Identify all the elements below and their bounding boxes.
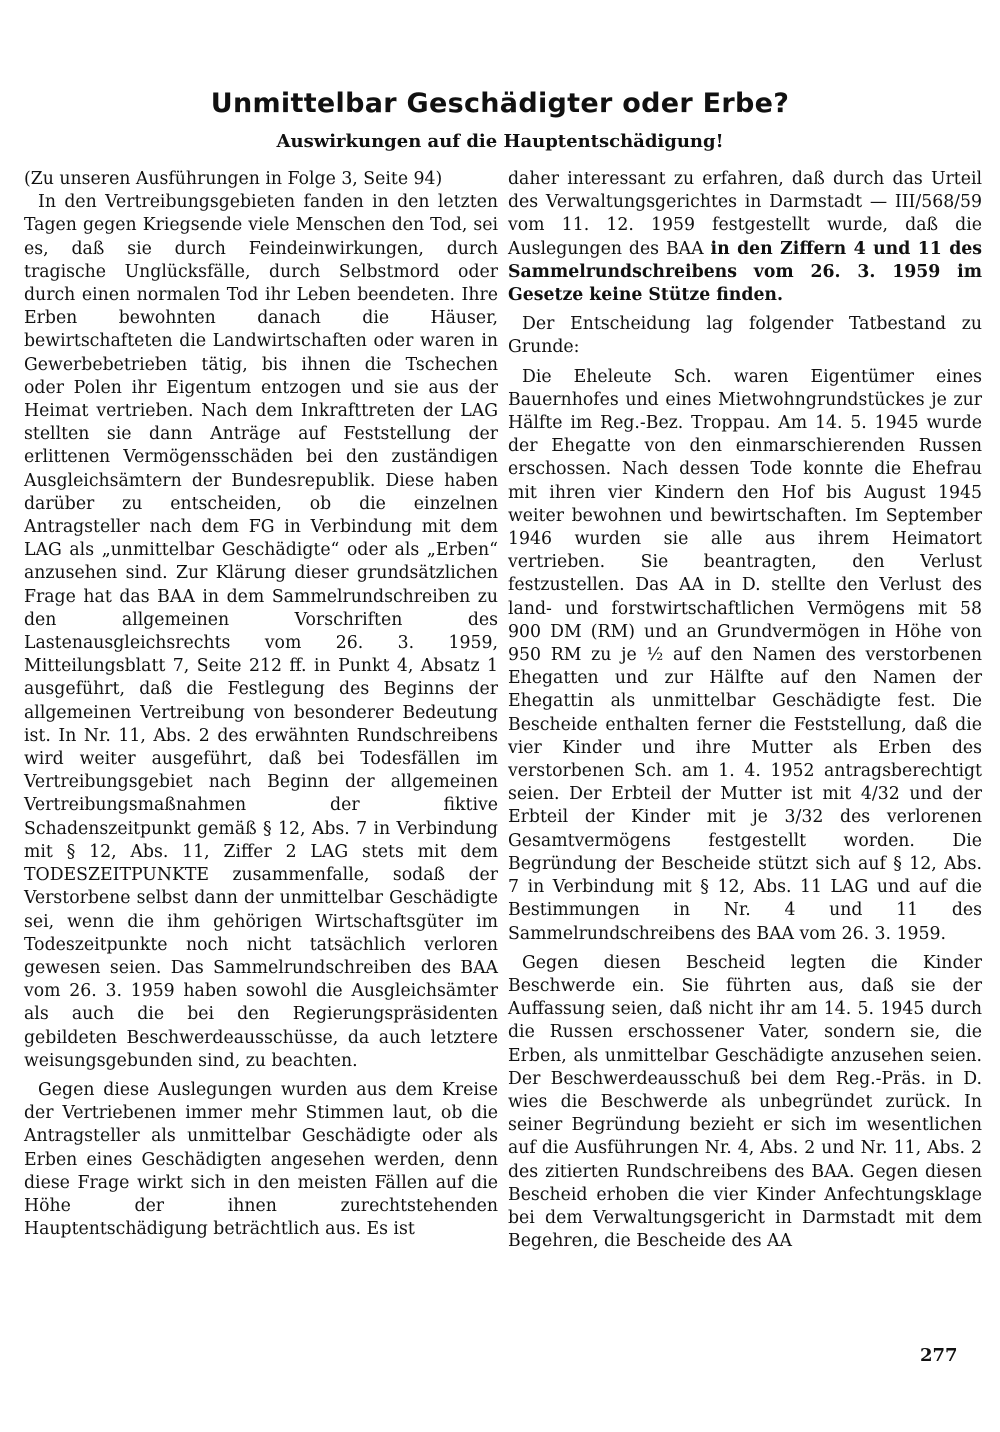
paragraph: Der Entscheidung lag folgender Tatbestand zu Grunde: <box>508 314 982 358</box>
left-column <box>24 168 498 1247</box>
paragraph-text: daher interessant zu erfahren, daß durch das Urteil des Verwaltungsgerichtes in Darmstadt — III/568/59 vom 11. 12. 1959 festgestellt wurde, daß die Auslegungen des BAA <box>508 169 982 259</box>
reference-note: (Zu unseren Ausführungen in Folge 3, Seite 94) <box>24 169 443 189</box>
emphasized-text: in den Ziffern 4 und 11 des Sammelrundschreibens vom 26. 3. 1959 im Gesetze keine Stütze finden. <box>508 238 983 306</box>
paragraph <box>508 168 982 307</box>
right-column <box>508 168 982 1259</box>
paragraph: In den Vertreibungsgebieten fanden in den letzten Tagen gegen Kriegsende viele Menschen den Tod, sei es, daß sie durch Feindeinwirkungen, durch tragische Unglücksfälle, durch Selbstmord oder durch einen normalen Tod ihr Leben beendeten. Ihre Erben bewohnten danach die Häuser, bewirtschafteten die Landwirtschaften oder waren in Gewerbebetrieben tätig, bis ihnen die Tschechen oder Polen ihr Eigentum entzogen und sie aus der Heimat vertrieben. Nach dem Inkrafttreten der LAG stellten sie dann Anträge auf Feststellung der erlittenen Vermögensschäden bei den zuständigen Ausgleichsämtern der Bundesrepublik. Diese haben darüber zu entscheiden, ob die einzelnen Antragsteller nach dem FG in Verbindung mit dem LAG als „unmittelbar Geschädigte“ oder als „Erben“ anzusehen sind. Zur Klärung dieser grundsätzlichen Frage hat das BAA in dem Sammelrundschreiben zu den allgemeinen Vorschriften des Lastenausgleichsrechts vom 26. 3. 1959, Mitteilungsblatt 7, Seite 212 ff. in Punkt 4, Absatz 1 ausgeführt, daß die Festlegung des Beginns der allgemeinen Vertreibung von besonderer Bedeutung ist. In Nr. 11, Abs. 2 des erwähnten Rundschreibens wird weiter ausgeführt, daß bei Todesfällen im Vertreibungsgebiet nach Beginn der allgemeinen Vertreibungsmaßnahmen der fiktive Schadenszeitpunkt gemäß § 12, Abs. 7 in Verbindung mit § 12, Abs. 11, Ziffer 2 LAG stets mit dem TODESZEITPUNKTE zusammenfalle, sodaß der Verstorbene selbst dann der unmittelbar Geschädigte sei, wenn die ihm gehörigen Wirtschaftsgüter im Todeszeitpunkte noch nicht tatsächlich verloren gewesen seien. Das Sammelrundschreiben des BAA vom 26. 3. 1959 haben sowohl die Ausgleichsämter als auch die bei den Regierungspräsidenten gebildeten Beschwerdeausschüsse, da auch letztere weisungsgebunden sind, zu beachten. <box>24 192 498 1071</box>
article-subtitle: Auswirkungen auf die Hauptentschädigung! <box>276 131 724 152</box>
article-title: Unmittelbar Geschädigter oder Erbe? <box>210 88 790 119</box>
paragraph: Gegen diese Auslegungen wurden aus dem Kreise der Vertriebenen immer mehr Stimmen laut, ob die Antragsteller als unmittelbar Geschädigte oder als Erben eines Geschädigten angesehen werden, denn diese Frage wirkt sich in den meisten Fällen auf die Höhe der ihnen zurechtstehenden Hauptentschädigung beträchtlich aus. Es ist <box>24 1079 498 1240</box>
paragraph: Die Eheleute Sch. waren Eigentümer eines Bauernhofes und eines Mietwohngrundstückes je zur Hälfte im Reg.-Bez. Troppau. Am 14. 5. 1945 wurde der Ehegatte von den einmarschierenden Russen erschossen. Nach dessen Tode konnte die Ehefrau mit ihren vier Kindern den Hof bis August 1945 weiter bewohnen und bewirtschaften. Im September 1946 wurden sie alle aus ihrem Heimatort vertrieben. Sie beantragten, den Verlust festzustellen. Das AA in D. stellte den Verlust des land- und forstwirtschaftlichen Vermögens mit 58 900 DM (RM) und an Grundvermögen in Höhe von 950 RM zu je ½ auf den Namen des verstorbenen Ehegatten und zur Hälfte auf den Namen der Ehegattin als unmittelbar Geschädigte fest. Die Bescheide enthalten ferner die Feststellung, daß die vier Kinder und ihre Mutter als Erben des verstorbenen Sch. am 1. 4. 1952 antragsberechtigt seien. Der Erbteil der Mutter ist mit 4/32 und der Erbteil der Kinder mit je 3/32 des verlorenen Gesamtvermögens festgestellt worden. Die Begründung der Bescheide stützt sich auf § 12, Abs. 7 in Verbindung mit § 12, Abs. 11 LAG und auf die Bestimmungen in Nr. 4 und 11 des Sammelrundschreibens des BAA vom 26. 3. 1959. <box>508 366 982 944</box>
page-number: 277 <box>920 1345 958 1366</box>
paragraph: Gegen diesen Bescheid legten die Kinder Beschwerde ein. Sie führten aus, daß sie der Auffassung seien, daß nicht ihr am 14. 5. 1945 durch die Russen erschossener Vater, sondern sie, die Erben, als unmittelbar Geschädigte anzusehen seien. Der Beschwerdeausschuß bei dem Reg.-Präs. in D. wies die Beschwerde als unbegründet zurück. In seiner Begründung bezieht er sich im wesentlichen auf die Ausführungen Nr. 4, Abs. 2 und Nr. 11, Abs. 2 des zitierten Rundschreibens des BAA. Gegen diesen Bescheid erhoben die vier Kinder Anfechtungsklage bei dem Verwaltungsgericht in Darmstadt mit dem Begehren, die Bescheide des AA <box>508 952 982 1252</box>
